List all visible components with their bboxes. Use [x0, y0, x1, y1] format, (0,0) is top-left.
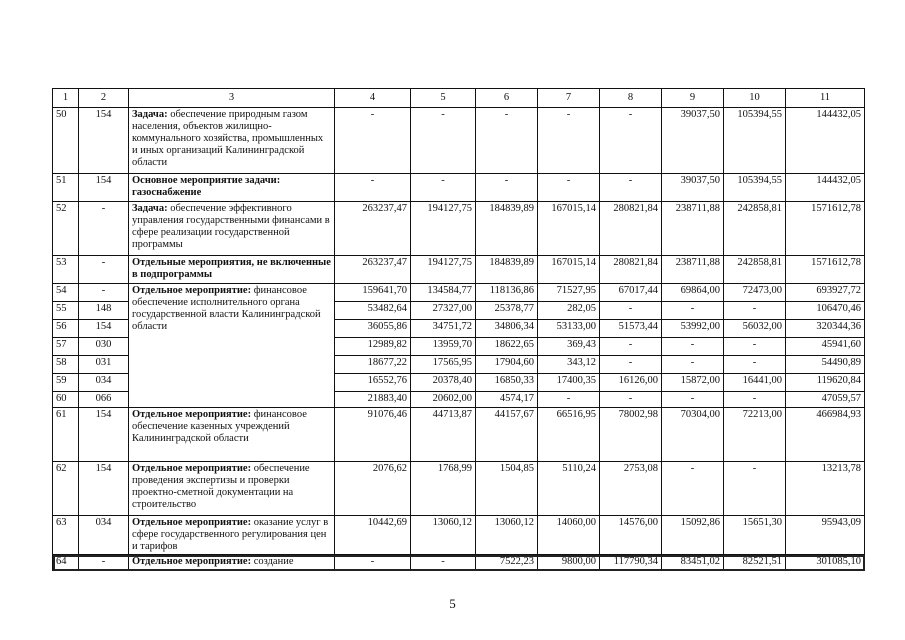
value-cell-col-8: 280821,84 [600, 256, 662, 284]
value-cell-col-8: 14576,00 [600, 516, 662, 555]
value-cell-col-8: 2753,08 [600, 462, 662, 516]
value-cell-col-9: 15092,86 [662, 516, 724, 555]
value-cell-col-5: 20378,40 [411, 374, 476, 392]
value-cell-col-4: 263237,47 [335, 202, 411, 256]
code-cell: 154 [79, 174, 129, 202]
value-cell-col-4: - [335, 108, 411, 174]
value-cell-col-6: 184839,89 [476, 202, 538, 256]
row-number-cell: 60 [53, 392, 79, 408]
description-kind: Основное мероприятие задачи: газоснабжение [132, 175, 281, 198]
description-cell [129, 462, 335, 516]
value-cell-col-4: 18677,22 [335, 356, 411, 374]
description-cell [129, 174, 335, 202]
value-cell-col-9: - [662, 356, 724, 374]
table-row [53, 462, 865, 516]
value-cell-col-5: 44713,87 [411, 408, 476, 462]
column-header-1: 1 [53, 89, 79, 108]
value-cell-col-8: 67017,44 [600, 284, 662, 302]
value-cell-col-6: 4574,17 [476, 392, 538, 408]
row-number-cell: 63 [53, 516, 79, 555]
value-cell-col-6: 44157,67 [476, 408, 538, 462]
value-cell-col-6: 118136,86 [476, 284, 538, 302]
value-cell-col-10: 105394,55 [724, 174, 786, 202]
value-cell-col-6: 1504,85 [476, 462, 538, 516]
value-cell-col-4: 91076,46 [335, 408, 411, 462]
description-text: обеспечение природным газом населения, объектов жилищно-коммунального хозяйства, промышленных и иных организаций Калининградской области [132, 109, 324, 168]
value-cell-col-11: 13213,78 [786, 462, 865, 516]
description-cell [129, 408, 335, 462]
table-row [53, 108, 865, 174]
code-cell: 031 [79, 356, 129, 374]
value-cell-col-7: 5110,24 [538, 462, 600, 516]
value-cell-col-7: - [538, 174, 600, 202]
value-cell-col-10: 56032,00 [724, 320, 786, 338]
value-cell-col-6: - [476, 108, 538, 174]
value-cell-col-4: - [335, 174, 411, 202]
value-cell-col-8: - [600, 356, 662, 374]
code-cell: 154 [79, 108, 129, 174]
value-cell-col-9: - [662, 302, 724, 320]
row-number-cell: 51 [53, 174, 79, 202]
value-cell-col-6: - [476, 174, 538, 202]
row-number-cell: 55 [53, 302, 79, 320]
value-cell-col-7: 343,12 [538, 356, 600, 374]
value-cell-col-5: 194127,75 [411, 202, 476, 256]
value-cell-col-11: 466984,93 [786, 408, 865, 462]
value-cell-col-5: 27327,00 [411, 302, 476, 320]
value-cell-col-8: - [600, 338, 662, 356]
value-cell-col-4: 36055,86 [335, 320, 411, 338]
description-cell [129, 108, 335, 174]
code-cell: - [79, 256, 129, 284]
description-cell [129, 202, 335, 256]
value-cell-col-6: 7522,23 [476, 555, 538, 571]
code-cell: - [79, 555, 129, 571]
value-cell-col-11: 95943,09 [786, 516, 865, 555]
description-text: финансовое обеспечение исполнительного органа государственной власти Калининградской области [132, 285, 321, 332]
header-row [53, 89, 865, 108]
column-header-7: 7 [538, 89, 600, 108]
row-number-cell: 50 [53, 108, 79, 174]
value-cell-col-7: - [538, 108, 600, 174]
value-cell-col-7: 369,43 [538, 338, 600, 356]
value-cell-col-7: 282,05 [538, 302, 600, 320]
code-cell: 066 [79, 392, 129, 408]
code-cell: 034 [79, 374, 129, 392]
value-cell-col-11: 144432,05 [786, 174, 865, 202]
description-kind: Отдельное мероприятие: [132, 556, 252, 567]
column-header-10: 10 [724, 89, 786, 108]
description-text: оказание услуг в сфере государственного регулирования цен и тарифов [132, 517, 329, 552]
value-cell-col-9: 238711,88 [662, 202, 724, 256]
value-cell-col-8: 51573,44 [600, 320, 662, 338]
value-cell-col-7: 167015,14 [538, 202, 600, 256]
value-cell-col-4: 21883,40 [335, 392, 411, 408]
value-cell-col-11: 301085,10 [786, 555, 865, 571]
value-cell-col-11: 320344,36 [786, 320, 865, 338]
value-cell-col-9: - [662, 338, 724, 356]
value-cell-col-11: 106470,46 [786, 302, 865, 320]
value-cell-col-9: 70304,00 [662, 408, 724, 462]
table-row [53, 284, 865, 302]
value-cell-col-7: 66516,95 [538, 408, 600, 462]
value-cell-col-8: - [600, 392, 662, 408]
value-cell-col-10: 82521,51 [724, 555, 786, 571]
column-header-2: 2 [79, 89, 129, 108]
value-cell-col-5: - [411, 108, 476, 174]
code-cell: 154 [79, 320, 129, 338]
value-cell-col-10: 242858,81 [724, 202, 786, 256]
value-cell-col-8: - [600, 108, 662, 174]
value-cell-col-10: - [724, 462, 786, 516]
value-cell-col-4: 159641,70 [335, 284, 411, 302]
value-cell-col-9: 83451,02 [662, 555, 724, 571]
value-cell-col-10: 72213,00 [724, 408, 786, 462]
row-number-cell: 62 [53, 462, 79, 516]
description-text: создание [251, 556, 294, 567]
budget-table [52, 88, 865, 571]
value-cell-col-4: 2076,62 [335, 462, 411, 516]
row-number-cell: 53 [53, 256, 79, 284]
value-cell-col-8: 280821,84 [600, 202, 662, 256]
description-cell [129, 256, 335, 284]
value-cell-col-8: 78002,98 [600, 408, 662, 462]
value-cell-col-4: 53482,64 [335, 302, 411, 320]
column-header-6: 6 [476, 89, 538, 108]
value-cell-col-7: 53133,00 [538, 320, 600, 338]
value-cell-col-5: 17565,95 [411, 356, 476, 374]
table-row [53, 202, 865, 256]
description-kind: Отдельное мероприятие: [132, 517, 252, 528]
value-cell-col-5: 13060,12 [411, 516, 476, 555]
description-kind: Отдельное мероприятие: [132, 285, 252, 296]
value-cell-col-6: 18622,65 [476, 338, 538, 356]
column-header-5: 5 [411, 89, 476, 108]
value-cell-col-10: 242858,81 [724, 256, 786, 284]
value-cell-col-9: - [662, 462, 724, 516]
code-cell: 148 [79, 302, 129, 320]
value-cell-col-11: 1571612,78 [786, 256, 865, 284]
description-text: обеспечение проведения экспертизы и проверки проектно-сметной документации на строительство [132, 463, 310, 510]
description-kind: Отдельное мероприятие: [132, 409, 252, 420]
value-cell-col-11: 45941,60 [786, 338, 865, 356]
row-number-cell: 61 [53, 408, 79, 462]
code-cell: 154 [79, 408, 129, 462]
description-kind: Отдельные мероприятия, не включенные в подпрограммы [132, 257, 331, 280]
value-cell-col-9: 39037,50 [662, 174, 724, 202]
value-cell-col-11: 54490,89 [786, 356, 865, 374]
value-cell-col-11: 47059,57 [786, 392, 865, 408]
value-cell-col-11: 1571612,78 [786, 202, 865, 256]
value-cell-col-8: - [600, 174, 662, 202]
value-cell-col-4: - [335, 555, 411, 571]
description-kind: Задача: [132, 203, 168, 214]
row-number-cell: 59 [53, 374, 79, 392]
table-row [53, 174, 865, 202]
value-cell-col-4: 10442,69 [335, 516, 411, 555]
code-cell: 034 [79, 516, 129, 555]
description-cell [129, 516, 335, 555]
value-cell-col-9: 39037,50 [662, 108, 724, 174]
row-number-cell: 56 [53, 320, 79, 338]
column-header-11: 11 [786, 89, 865, 108]
row-number-cell: 57 [53, 338, 79, 356]
row-number-cell: 54 [53, 284, 79, 302]
column-header-8: 8 [600, 89, 662, 108]
value-cell-col-10: 16441,00 [724, 374, 786, 392]
value-cell-col-4: 12989,82 [335, 338, 411, 356]
column-header-9: 9 [662, 89, 724, 108]
value-cell-col-6: 34806,34 [476, 320, 538, 338]
value-cell-col-9: 238711,88 [662, 256, 724, 284]
merged-description-cell [129, 284, 335, 408]
value-cell-col-8: 16126,00 [600, 374, 662, 392]
description-text: финансовое обеспечение казенных учреждений Калининградской области [132, 409, 307, 444]
value-cell-col-5: 13959,70 [411, 338, 476, 356]
value-cell-col-5: 134584,77 [411, 284, 476, 302]
value-cell-col-4: 263237,47 [335, 256, 411, 284]
value-cell-col-5: 20602,00 [411, 392, 476, 408]
value-cell-col-6: 25378,77 [476, 302, 538, 320]
value-cell-col-11: 144432,05 [786, 108, 865, 174]
table-row [53, 555, 865, 571]
value-cell-col-6: 16850,33 [476, 374, 538, 392]
value-cell-col-10: - [724, 338, 786, 356]
value-cell-col-7: 71527,95 [538, 284, 600, 302]
code-cell: - [79, 284, 129, 302]
table-row [53, 256, 865, 284]
description-text: обеспечение эффективного управления государственными финансами в сфере реализации государственной программы [132, 203, 330, 250]
value-cell-col-6: 184839,89 [476, 256, 538, 284]
value-cell-col-7: - [538, 392, 600, 408]
value-cell-col-11: 119620,84 [786, 374, 865, 392]
value-cell-col-9: - [662, 392, 724, 408]
code-cell: 154 [79, 462, 129, 516]
value-cell-col-10: - [724, 392, 786, 408]
value-cell-col-9: 15872,00 [662, 374, 724, 392]
value-cell-col-6: 13060,12 [476, 516, 538, 555]
table-row [53, 516, 865, 555]
value-cell-col-7: 167015,14 [538, 256, 600, 284]
column-header-3: 3 [129, 89, 335, 108]
table-row [53, 408, 865, 462]
value-cell-col-5: 194127,75 [411, 256, 476, 284]
row-number-cell: 52 [53, 202, 79, 256]
value-cell-col-7: 14060,00 [538, 516, 600, 555]
value-cell-col-7: 9800,00 [538, 555, 600, 571]
value-cell-col-8: 117790,34 [600, 555, 662, 571]
value-cell-col-10: 105394,55 [724, 108, 786, 174]
value-cell-col-5: 1768,99 [411, 462, 476, 516]
value-cell-col-9: 69864,00 [662, 284, 724, 302]
value-cell-col-10: 72473,00 [724, 284, 786, 302]
value-cell-col-9: 53992,00 [662, 320, 724, 338]
code-cell: 030 [79, 338, 129, 356]
page-number: 5 [449, 596, 456, 611]
value-cell-col-8: - [600, 302, 662, 320]
value-cell-col-5: - [411, 555, 476, 571]
value-cell-col-10: - [724, 302, 786, 320]
column-header-4: 4 [335, 89, 411, 108]
description-kind: Отдельное мероприятие: [132, 463, 252, 474]
value-cell-col-10: - [724, 356, 786, 374]
row-number-cell: 58 [53, 356, 79, 374]
value-cell-col-7: 17400,35 [538, 374, 600, 392]
value-cell-col-4: 16552,76 [335, 374, 411, 392]
value-cell-col-11: 693927,72 [786, 284, 865, 302]
value-cell-col-10: 15651,30 [724, 516, 786, 555]
value-cell-col-5: - [411, 174, 476, 202]
description-kind: Задача: [132, 109, 168, 120]
description-cell [129, 555, 335, 571]
code-cell: - [79, 202, 129, 256]
value-cell-col-6: 17904,60 [476, 356, 538, 374]
row-number-cell: 64 [53, 555, 79, 571]
value-cell-col-5: 34751,72 [411, 320, 476, 338]
